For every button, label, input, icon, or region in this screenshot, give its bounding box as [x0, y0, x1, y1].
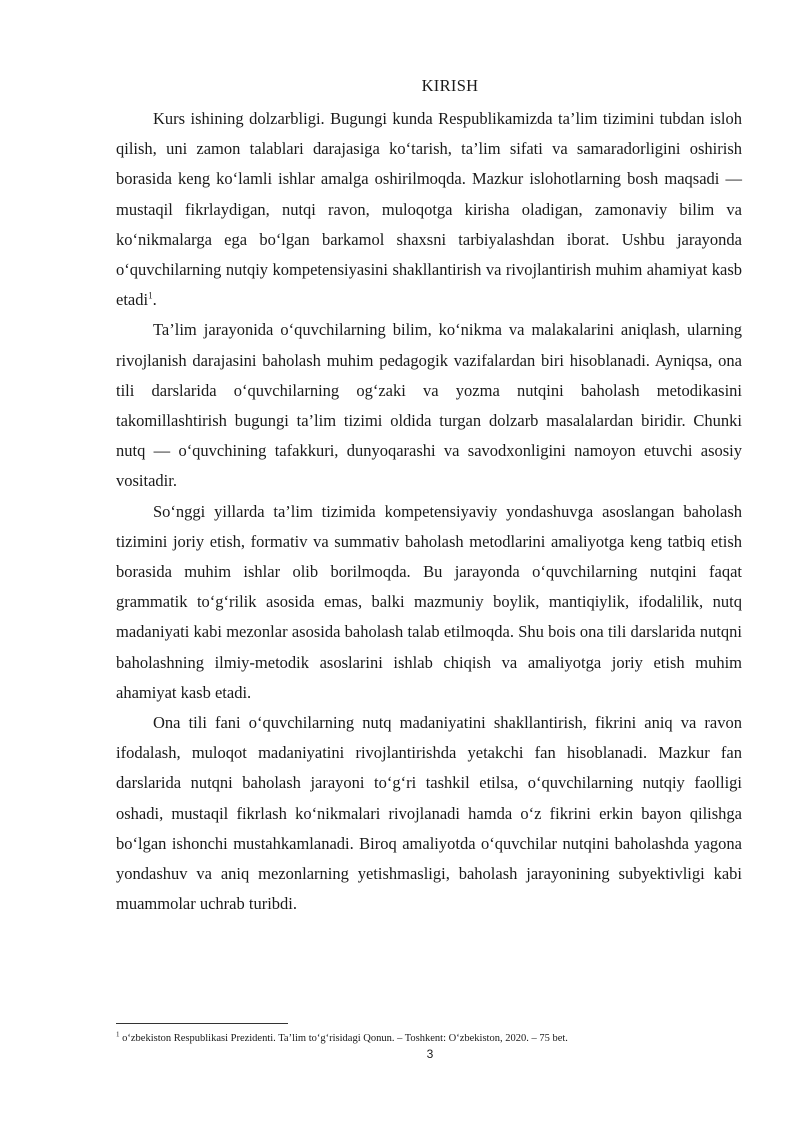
footnote-reference[interactable]: 1	[148, 290, 153, 301]
body-text	[116, 104, 742, 919]
paragraph-2: Ta’lim jarayonida o‘quvchilarning bilim, ko‘nikma va malakalarini aniqlash, ularning rivojlanish darajasini baholash muhim pedagogik vazifalardan biri hisoblanadi. Ayniqsa, ona tili darslarida o‘quvchilarning og‘zaki va yozma nutqini baholash metodikasini takomillashtirish bugungi ta’lim tizimi oldida turgan dolzarb masalalardan biridir. Chunki nutq — o‘quvchining tafakkuri, dunyoqarashi va savodxonligini namoyon etuvchi asosiy vositadir.	[116, 320, 742, 491]
paragraph-4: Ona tili fani o‘quvchilarning nutq madaniyatini shakllantirish, fikrini aniq va ravon ifodalash, muloqot madaniyatini rivojlantirishda yetakchi fan hisoblanadi. Mazkur fan darslarida nutqni baholash jarayoni to‘g‘ri tashkil etilsa, o‘quvchilarning nutqiy faolligi oshadi, mustaqil fikrlash ko‘nikmalari rivojlanadi hamda o‘z fikrini erkin bayon qilishga bo‘lgan ishonchi mustahkamlanadi. Biroq amaliyotda o‘quvchilar nutqini baholashda yagona yondashuv va aniq mezonlarning yetishmasligi, baholash jarayonining subyektivligi kabi muammolar uchrab turibdi.	[116, 713, 742, 914]
paragraph-1-text: Kurs ishining dolzarbligi. Bugungi kunda Respublikamizda ta’lim tizimini tubdan isloh qilish, uni zamon talablari darajasiga ko‘tarish, ta’lim sifati va samaradorligini oshirish borasida keng ko‘lamli ishlar amalga oshirilmoqda. Mazkur islohotlarning bosh maqsadi — mustaqil fikrlaydigan, nutqi ravon, muloqotga kirisha oladigan, zamonaviy bilim va ko‘nikmalarga ega bo‘lgan barkamol shaxsni tarbiyalashdan iborat. Ushbu jarayonda o‘quvchilarning nutqiy kompetensiyasini shakllantirish va rivojlantirish muhim ahamiyat kasb etadi	[116, 109, 742, 310]
paragraph-1-end: .	[152, 290, 157, 310]
footnote-text: o‘zbekiston Respublikasi Prezidenti. Ta’lim to‘g‘risidagi Qonun. – Toshkent: O‘zbekiston, 2020. – 75 bet.	[122, 1033, 568, 1044]
page-number: 3	[426, 1047, 434, 1061]
paragraph-3: So‘nggi yillarda ta’lim tizimida kompetensiyaviy yondashuvga asoslangan baholash tizimini joriy etish, formativ va summativ baholash metodlarini amaliyotga keng tatbiq etish borasida muhim ishlar olib borilmoqda. Bu jarayonda o‘quvchilarning nutqini faqat grammatik to‘g‘rilik asosida emas, balki mazmuniy boylik, mantiqiylik, ifodalilik, nutq madaniyati kabi mezonlar asosida baholash talab etilmoqda. Shu bois ona tili darslarida nutqni baholashning ilmiy-metodik asoslarini ishlab chiqish va amaliyotga joriy etish muhim ahamiyat kasb etadi.	[116, 501, 742, 702]
footnote-divider	[116, 1023, 288, 1024]
footnote-number: 1	[116, 1030, 120, 1039]
footnote	[116, 1032, 742, 1045]
paragraph-1	[116, 104, 742, 315]
page-title: KIRISH	[421, 76, 479, 95]
